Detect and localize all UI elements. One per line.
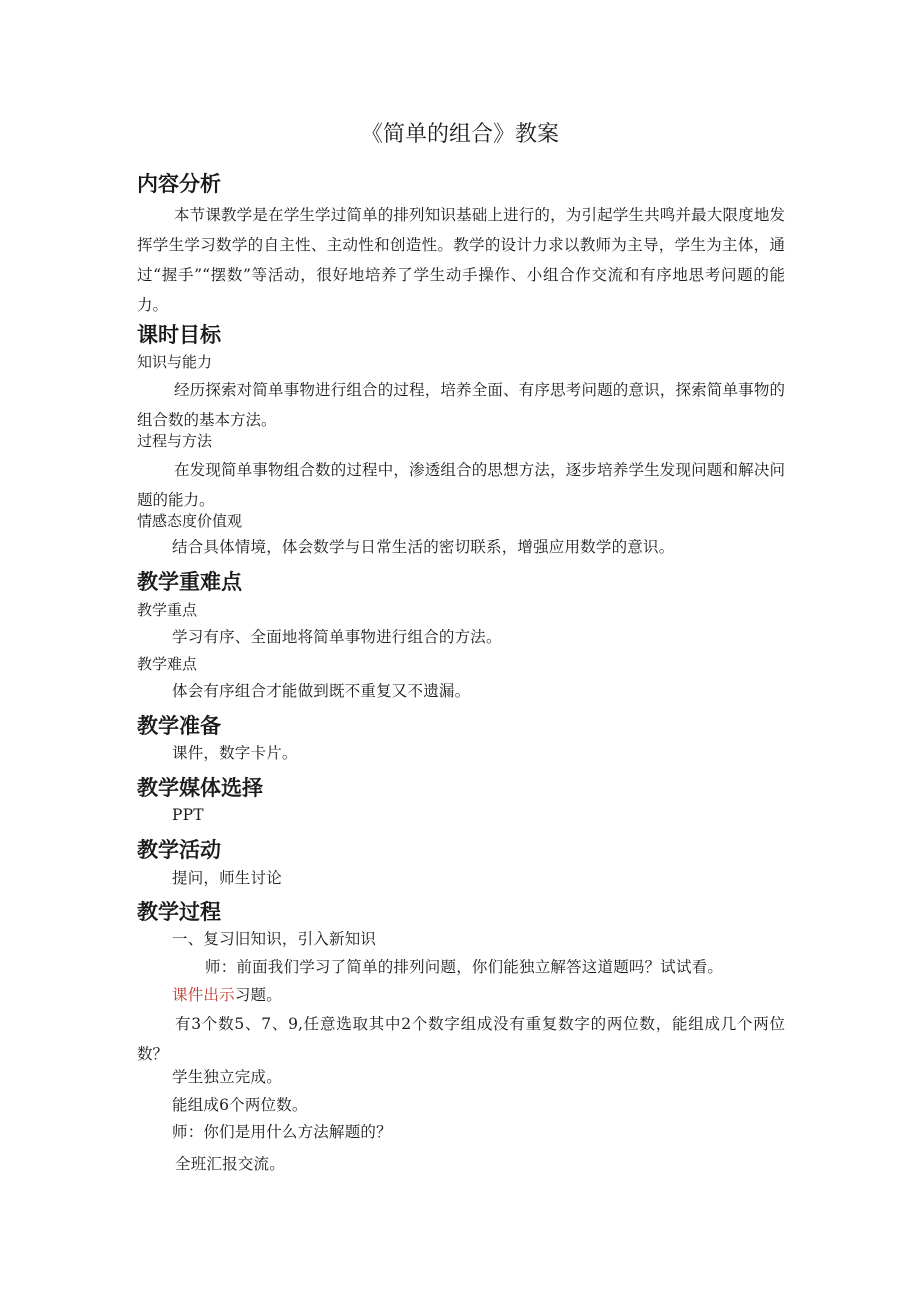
goal-label-attitude: 情感态度价值观 <box>137 512 243 530</box>
problem-text: 有3个数5、7、9,任意选取其中2个数字组成没有重复数字的两位数，能组成几个两位数？ <box>137 1015 785 1063</box>
heading-process: 教学过程 <box>137 900 221 924</box>
heading-key-points: 教学重难点 <box>137 570 242 594</box>
media-text: PPT <box>172 806 204 824</box>
content-analysis-text: 本节课教学是在学生学过简单的排列知识基础上进行的，为引起学生共鸣并最大限度地发挥学生学习数学的自主性、主动性和创造性。教学的设计力求以教师为主导，学生为主体，通过“握手”“摆数”等活动，很好地培养了学生动手操作、小组合作交流和有序地思考问题的能力。 <box>137 206 785 314</box>
heading-content-analysis: 内容分析 <box>137 172 221 196</box>
goal-label-process: 过程与方法 <box>137 432 213 450</box>
courseware-rest: 习题。 <box>234 986 282 1004</box>
heading-lesson-goals: 课时目标 <box>137 323 221 347</box>
heading-activities: 教学活动 <box>137 838 221 862</box>
document-title: 《简单的组合》教案 <box>360 122 559 147</box>
process-line-teacher: 师：你们是用什么方法解题的？ <box>172 1123 392 1141</box>
courseware-highlight: 课件出示 <box>172 986 235 1004</box>
process-line-report: 全班汇报交流。 <box>175 1155 285 1173</box>
difficulty-label: 教学难点 <box>137 655 198 673</box>
preparation-text: 课件，数字卡片。 <box>172 744 298 762</box>
key-point-text: 学习有序、全面地将简单事物进行组合的方法。 <box>172 628 502 646</box>
courseware-line <box>172 988 282 1004</box>
goal-text-process: 在发现简单事物组合数的过程中，渗透组合的思想方法，逐步培养学生发现问题和解决问题的能力。 <box>137 461 785 509</box>
heading-preparation: 教学准备 <box>137 714 221 738</box>
process-line-student: 学生独立完成。 <box>172 1068 282 1086</box>
heading-media: 教学媒体选择 <box>137 776 263 800</box>
goal-label-knowledge: 知识与能力 <box>137 353 213 371</box>
goal-text-attitude: 结合具体情境，体会数学与日常生活的密切联系，增强应用数学的意识。 <box>172 538 675 556</box>
activities-text: 提问，师生讨论 <box>172 869 282 887</box>
difficulty-text: 体会有序组合才能做到既不重复又不遗漏。 <box>172 682 471 700</box>
process-line-answer: 能组成6个两位数。 <box>172 1096 308 1114</box>
key-point-label: 教学重点 <box>137 601 198 619</box>
teacher-question-1: 师：前面我们学习了简单的排列问题，你们能独立解答这道题吗？试试看。 <box>205 958 724 976</box>
process-step-1: 一、复习旧知识，引入新知识 <box>172 930 377 948</box>
goal-text-knowledge: 经历探索对简单事物进行组合的过程，培养全面、有序思考问题的意识，探索简单事物的组合数的基本方法。 <box>137 381 785 429</box>
